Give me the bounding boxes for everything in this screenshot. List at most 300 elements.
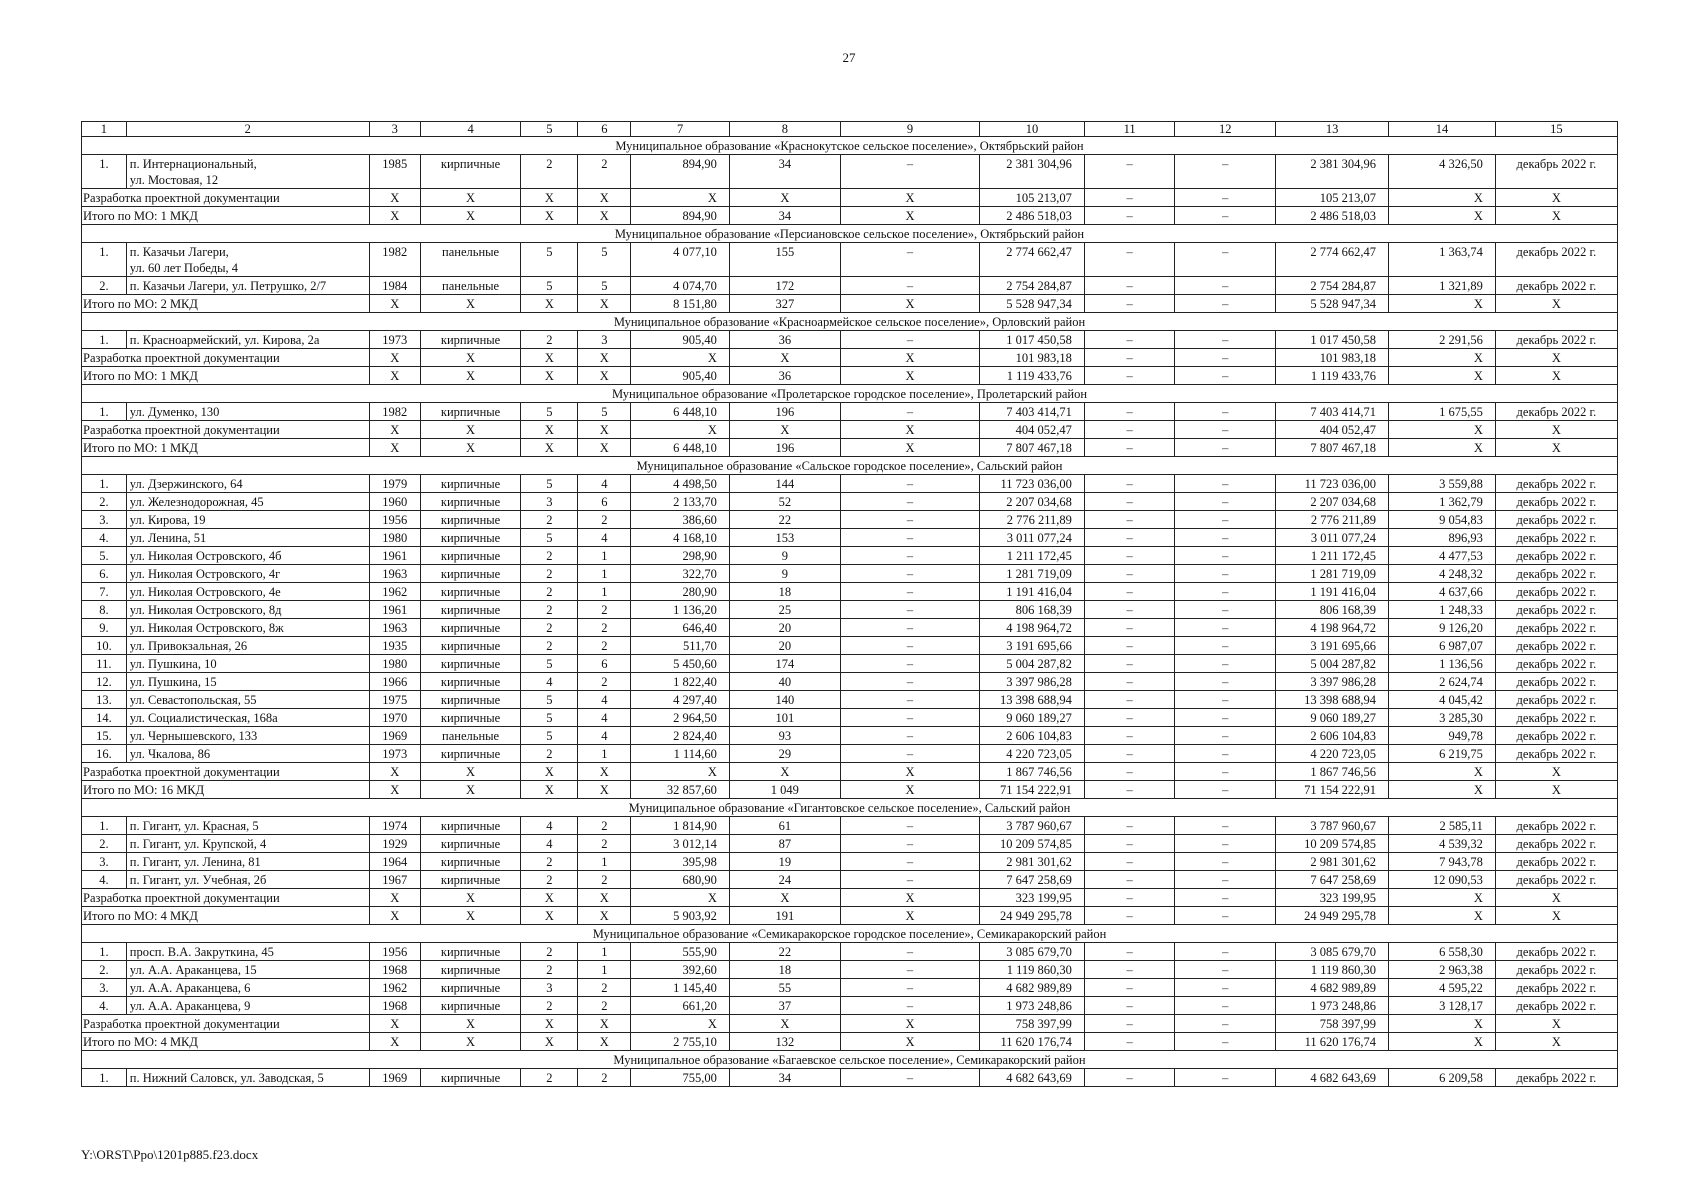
table-cell: 2 963,38	[1389, 961, 1496, 979]
section-header-row	[82, 925, 1618, 943]
row-index: 1.	[82, 475, 127, 493]
summary-cell: X	[1389, 295, 1496, 313]
table-cell: 1 114,60	[631, 745, 730, 763]
summary-cell: X	[1495, 189, 1617, 207]
summary-cell: –	[1084, 295, 1175, 313]
table-cell: 2 964,50	[631, 709, 730, 727]
table-cell: 40	[729, 673, 840, 691]
table-cell: 298,90	[631, 547, 730, 565]
summary-label: Разработка проектной документации	[82, 421, 370, 439]
table-cell: 2 981 301,62	[1276, 853, 1389, 871]
summary-cell: –	[1175, 907, 1276, 925]
table-cell: панельные	[420, 277, 521, 295]
summary-cell: X	[1389, 439, 1496, 457]
table-cell: 1962	[369, 979, 420, 997]
summary-cell: 101 983,18	[1276, 349, 1389, 367]
table-cell: 7 647 258,69	[1276, 871, 1389, 889]
summary-cell: 2 486 518,03	[1276, 207, 1389, 225]
summary-cell: X	[420, 367, 521, 385]
summary-cell: X	[521, 1015, 578, 1033]
column-number-header: 7	[631, 122, 730, 137]
summary-cell: 71 154 222,91	[1276, 781, 1389, 799]
table-cell: 10 209 574,85	[1276, 835, 1389, 853]
table-cell: 2	[578, 817, 631, 835]
summary-cell: –	[1175, 367, 1276, 385]
table-cell: –	[1175, 277, 1276, 295]
summary-cell: 327	[729, 295, 840, 313]
column-number-header: 3	[369, 122, 420, 137]
row-index: 16.	[82, 745, 127, 763]
table-cell: –	[1084, 637, 1175, 655]
column-number-header-row	[82, 122, 1618, 137]
building-address: просп. В.А. Закруткина, 45	[126, 943, 369, 961]
summary-cell: –	[1084, 889, 1175, 907]
row-index: 5.	[82, 547, 127, 565]
table-cell: 896,93	[1389, 529, 1496, 547]
summary-cell: X	[1495, 1015, 1617, 1033]
summary-cell: 36	[729, 367, 840, 385]
table-cell: –	[840, 997, 979, 1015]
table-cell: 1	[578, 943, 631, 961]
column-number-header: 11	[1084, 122, 1175, 137]
table-cell: 1	[578, 745, 631, 763]
table-cell: 1 017 450,58	[980, 331, 1085, 349]
summary-cell: 34	[729, 207, 840, 225]
table-body	[82, 122, 1618, 1087]
building-address: п. Нижний Саловск, ул. Заводская, 5	[126, 1069, 369, 1087]
building-row	[82, 997, 1618, 1015]
summary-cell: 5 528 947,34	[980, 295, 1085, 313]
summary-cell: 7 807 467,18	[980, 439, 1085, 457]
row-index: 3.	[82, 979, 127, 997]
table-cell: –	[1175, 1069, 1276, 1087]
summary-cell: X	[1389, 367, 1496, 385]
table-cell: 1 211 172,45	[1276, 547, 1389, 565]
table-cell: –	[1175, 331, 1276, 349]
table-cell: 2	[521, 1069, 578, 1087]
summary-cell: –	[1084, 781, 1175, 799]
table-cell: декабрь 2022 г.	[1495, 583, 1617, 601]
table-cell: 9	[729, 547, 840, 565]
table-cell: 1 973 248,86	[1276, 997, 1389, 1015]
building-address: ул. Николая Островского, 4б	[126, 547, 369, 565]
table-cell: кирпичные	[420, 475, 521, 493]
table-cell: 2 824,40	[631, 727, 730, 745]
table-cell: 1	[578, 565, 631, 583]
summary-cell: –	[1175, 781, 1276, 799]
table-cell: 4	[521, 673, 578, 691]
summary-cell: X	[420, 439, 521, 457]
table-cell: 155	[729, 243, 840, 277]
table-cell: 3 012,14	[631, 835, 730, 853]
row-index: 6.	[82, 565, 127, 583]
summary-cell: –	[1175, 439, 1276, 457]
summary-cell: X	[840, 421, 979, 439]
table-cell: –	[1175, 961, 1276, 979]
building-row	[82, 745, 1618, 763]
building-row	[82, 619, 1618, 637]
table-cell: 949,78	[1389, 727, 1496, 745]
summary-cell: 323 199,95	[980, 889, 1085, 907]
summary-cell: X	[1389, 207, 1496, 225]
table-cell: –	[1084, 601, 1175, 619]
table-cell: –	[840, 243, 979, 277]
summary-cell: X	[578, 421, 631, 439]
table-cell: –	[840, 1069, 979, 1087]
summary-cell: 105 213,07	[980, 189, 1085, 207]
summary-cell: X	[729, 1015, 840, 1033]
municipality-heading: Муниципальное образование «Семикаракорское городское поселение», Семикаракорский район	[82, 925, 1618, 943]
summary-cell: X	[578, 763, 631, 781]
row-index: 12.	[82, 673, 127, 691]
table-cell: 174	[729, 655, 840, 673]
summary-cell: X	[420, 763, 521, 781]
table-cell: 1	[578, 547, 631, 565]
table-cell: 7 647 258,69	[980, 871, 1085, 889]
table-cell: –	[1175, 655, 1276, 673]
summary-cell: –	[1084, 1015, 1175, 1033]
table-cell: кирпичные	[420, 565, 521, 583]
table-cell: –	[1175, 871, 1276, 889]
column-number-header: 12	[1175, 122, 1276, 137]
table-cell: 5	[578, 277, 631, 295]
table-cell: 52	[729, 493, 840, 511]
table-cell: 55	[729, 979, 840, 997]
table-cell: 153	[729, 529, 840, 547]
building-address: ул. Пушкина, 10	[126, 655, 369, 673]
table-cell: –	[1084, 331, 1175, 349]
table-cell: –	[1084, 655, 1175, 673]
summary-label: Итого по МО: 2 МКД	[82, 295, 370, 313]
table-cell: кирпичные	[420, 979, 521, 997]
table-cell: –	[840, 691, 979, 709]
summary-row	[82, 349, 1618, 367]
table-cell: 1 017 450,58	[1276, 331, 1389, 349]
table-cell: –	[1084, 691, 1175, 709]
table-cell: –	[840, 619, 979, 637]
table-cell: кирпичные	[420, 493, 521, 511]
summary-cell: 894,90	[631, 207, 730, 225]
table-cell: кирпичные	[420, 961, 521, 979]
table-cell: декабрь 2022 г.	[1495, 511, 1617, 529]
summary-cell: 2 486 518,03	[980, 207, 1085, 225]
table-cell: декабрь 2022 г.	[1495, 997, 1617, 1015]
table-cell: 3 011 077,24	[980, 529, 1085, 547]
table-cell: 4 682 643,69	[1276, 1069, 1389, 1087]
table-cell: –	[840, 673, 979, 691]
column-number-header: 14	[1389, 122, 1496, 137]
summary-cell: X	[369, 207, 420, 225]
summary-cell: X	[578, 367, 631, 385]
table-cell: –	[1175, 745, 1276, 763]
summary-cell: –	[1084, 207, 1175, 225]
table-cell: 1974	[369, 817, 420, 835]
table-cell: –	[840, 637, 979, 655]
summary-cell: X	[1389, 421, 1496, 439]
building-address: ул. Социалистическая, 168а	[126, 709, 369, 727]
table-cell: 2	[578, 637, 631, 655]
summary-label: Итого по МО: 4 МКД	[82, 907, 370, 925]
table-cell: кирпичные	[420, 871, 521, 889]
table-cell: декабрь 2022 г.	[1495, 601, 1617, 619]
table-cell: 1970	[369, 709, 420, 727]
table-cell: –	[840, 871, 979, 889]
summary-cell: X	[840, 295, 979, 313]
table-cell: 680,90	[631, 871, 730, 889]
summary-label: Итого по МО: 1 МКД	[82, 207, 370, 225]
table-cell: кирпичные	[420, 655, 521, 673]
summary-cell: X	[578, 907, 631, 925]
building-row	[82, 709, 1618, 727]
table-cell: 34	[729, 1069, 840, 1087]
summary-cell: X	[369, 889, 420, 907]
table-cell: 2	[578, 673, 631, 691]
table-cell: 3 397 986,28	[980, 673, 1085, 691]
summary-cell: X	[521, 367, 578, 385]
table-cell: 1975	[369, 691, 420, 709]
table-cell: 7 943,78	[1389, 853, 1496, 871]
summary-cell: 132	[729, 1033, 840, 1051]
table-cell: декабрь 2022 г.	[1495, 403, 1617, 421]
building-address: ул. Чернышевского, 133	[126, 727, 369, 745]
table-cell: –	[1084, 243, 1175, 277]
summary-row	[82, 189, 1618, 207]
table-cell: 2	[578, 835, 631, 853]
table-cell: декабрь 2022 г.	[1495, 637, 1617, 655]
table-cell: 4 220 723,05	[1276, 745, 1389, 763]
summary-cell: X	[840, 349, 979, 367]
building-address: ул. А.А. Араканцева, 6	[126, 979, 369, 997]
summary-cell: –	[1084, 367, 1175, 385]
summary-cell: X	[521, 439, 578, 457]
column-number-header: 1	[82, 122, 127, 137]
building-row	[82, 243, 1618, 277]
building-address: ул. Пушкина, 15	[126, 673, 369, 691]
building-address: ул. Чкалова, 86	[126, 745, 369, 763]
footer-file-path: Y:\ORST\Ppo\1201p885.f23.docx	[81, 1147, 259, 1162]
table-cell: 661,20	[631, 997, 730, 1015]
table-cell: –	[1175, 475, 1276, 493]
row-index: 2.	[82, 277, 127, 295]
table-cell: 5	[521, 655, 578, 673]
table-cell: 6 448,10	[631, 403, 730, 421]
table-cell: –	[840, 565, 979, 583]
building-row	[82, 475, 1618, 493]
row-index: 3.	[82, 511, 127, 529]
section-header-row	[82, 137, 1618, 155]
table-cell: 4 477,53	[1389, 547, 1496, 565]
table-cell: –	[1175, 243, 1276, 277]
table-cell: 1 136,20	[631, 601, 730, 619]
building-address: ул. Дзержинского, 64	[126, 475, 369, 493]
table-cell: 2	[521, 997, 578, 1015]
table-cell: 2 981 301,62	[980, 853, 1085, 871]
table-cell: 3	[521, 979, 578, 997]
section-header-row	[82, 799, 1618, 817]
summary-cell: X	[369, 295, 420, 313]
building-row	[82, 637, 1618, 655]
building-row	[82, 835, 1618, 853]
table-cell: –	[1175, 583, 1276, 601]
table-cell: 395,98	[631, 853, 730, 871]
table-cell: –	[1084, 853, 1175, 871]
table-cell: декабрь 2022 г.	[1495, 709, 1617, 727]
table-cell: –	[1175, 997, 1276, 1015]
table-cell: –	[1175, 637, 1276, 655]
building-address: ул. Севастопольская, 55	[126, 691, 369, 709]
summary-cell: X	[420, 349, 521, 367]
table-cell: 386,60	[631, 511, 730, 529]
table-cell: 2 606 104,83	[980, 727, 1085, 745]
summary-cell: –	[1175, 763, 1276, 781]
table-cell: 3 191 695,66	[1276, 637, 1389, 655]
municipality-heading: Муниципальное образование «Багаевское сельское поселение», Семикаракорский район	[82, 1051, 1618, 1069]
table-cell: кирпичные	[420, 853, 521, 871]
summary-cell: X	[578, 1015, 631, 1033]
table-cell: декабрь 2022 г.	[1495, 871, 1617, 889]
summary-cell: X	[1495, 367, 1617, 385]
table-cell: –	[840, 547, 979, 565]
building-address: п. Гигант, ул. Крупской, 4	[126, 835, 369, 853]
table-cell: 9 060 189,27	[980, 709, 1085, 727]
table-cell: 1 119 860,30	[1276, 961, 1389, 979]
summary-cell: 1 119 433,76	[980, 367, 1085, 385]
summary-cell: X	[1389, 1015, 1496, 1033]
building-row	[82, 1069, 1618, 1087]
table-cell: 13 398 688,94	[1276, 691, 1389, 709]
table-cell: 2	[521, 583, 578, 601]
summary-cell: X	[369, 439, 420, 457]
table-cell: 196	[729, 403, 840, 421]
table-cell: –	[1084, 493, 1175, 511]
summary-cell: 101 983,18	[980, 349, 1085, 367]
table-cell: 2 754 284,87	[980, 277, 1085, 295]
summary-cell: X	[1389, 189, 1496, 207]
table-cell: 61	[729, 817, 840, 835]
summary-cell: X	[578, 207, 631, 225]
building-row	[82, 155, 1618, 189]
summary-cell: X	[1389, 889, 1496, 907]
table-cell: –	[1175, 691, 1276, 709]
table-cell: 3 559,88	[1389, 475, 1496, 493]
table-cell: 3 085 679,70	[1276, 943, 1389, 961]
table-cell: 1980	[369, 529, 420, 547]
table-cell: 6	[578, 493, 631, 511]
summary-cell: X	[631, 189, 730, 207]
summary-cell: X	[369, 367, 420, 385]
table-cell: –	[1084, 1069, 1175, 1087]
table-cell: –	[840, 853, 979, 871]
table-cell: 6 219,75	[1389, 745, 1496, 763]
summary-cell: X	[420, 889, 521, 907]
table-cell: кирпичные	[420, 619, 521, 637]
repair-register-table	[81, 121, 1618, 1087]
building-address: ул. Ленина, 51	[126, 529, 369, 547]
table-cell: декабрь 2022 г.	[1495, 943, 1617, 961]
section-header-row	[82, 457, 1618, 475]
summary-cell: –	[1175, 1015, 1276, 1033]
table-cell: кирпичные	[420, 673, 521, 691]
table-cell: 5	[521, 475, 578, 493]
table-cell: –	[1084, 745, 1175, 763]
summary-cell: 1 867 746,56	[980, 763, 1085, 781]
table-cell: 4	[578, 709, 631, 727]
table-cell: 1 973 248,86	[980, 997, 1085, 1015]
table-cell: кирпичные	[420, 511, 521, 529]
table-cell: –	[1175, 493, 1276, 511]
table-cell: –	[1175, 511, 1276, 529]
table-cell: 1961	[369, 547, 420, 565]
column-number-header: 5	[521, 122, 578, 137]
summary-cell: –	[1175, 1033, 1276, 1051]
summary-cell: 6 448,10	[631, 439, 730, 457]
table-cell: 1973	[369, 745, 420, 763]
summary-cell: X	[369, 189, 420, 207]
summary-cell: –	[1084, 439, 1175, 457]
table-cell: 4	[578, 529, 631, 547]
summary-cell: X	[521, 349, 578, 367]
table-cell: –	[840, 709, 979, 727]
table-cell: 1935	[369, 637, 420, 655]
table-cell: кирпичные	[420, 943, 521, 961]
table-cell: 4 248,32	[1389, 565, 1496, 583]
table-cell: –	[1175, 943, 1276, 961]
section-header-row	[82, 385, 1618, 403]
building-address: ул. Железнодорожная, 45	[126, 493, 369, 511]
summary-cell: 5 903,92	[631, 907, 730, 925]
table-cell: 24	[729, 871, 840, 889]
table-cell: 905,40	[631, 331, 730, 349]
summary-cell: X	[578, 439, 631, 457]
table-cell: –	[840, 745, 979, 763]
table-cell: –	[1084, 835, 1175, 853]
table-cell: 4 682 989,89	[1276, 979, 1389, 997]
summary-cell: X	[1389, 763, 1496, 781]
table-cell: 9	[729, 565, 840, 583]
summary-cell: X	[578, 889, 631, 907]
summary-cell: 32 857,60	[631, 781, 730, 799]
table-cell: 1 145,40	[631, 979, 730, 997]
summary-cell: X	[420, 421, 521, 439]
table-cell: 1982	[369, 243, 420, 277]
building-address: п. Красноармейский, ул. Кирова, 2а	[126, 331, 369, 349]
building-row	[82, 979, 1618, 997]
building-address: п. Гигант, ул. Учебная, 2б	[126, 871, 369, 889]
table-cell: 2 624,74	[1389, 673, 1496, 691]
summary-cell: X	[1495, 763, 1617, 781]
table-cell: 101	[729, 709, 840, 727]
summary-cell: X	[840, 763, 979, 781]
summary-row	[82, 763, 1618, 781]
table-cell: кирпичные	[420, 637, 521, 655]
table-cell: 4	[578, 475, 631, 493]
summary-row	[82, 367, 1618, 385]
table-cell: –	[1084, 817, 1175, 835]
municipality-heading: Муниципальное образование «Сальское городское поселение», Сальский район	[82, 457, 1618, 475]
building-address: ул. Николая Островского, 8д	[126, 601, 369, 619]
table-cell: декабрь 2022 г.	[1495, 745, 1617, 763]
table-cell: 6 987,07	[1389, 637, 1496, 655]
table-cell: 9 060 189,27	[1276, 709, 1389, 727]
municipality-heading: Муниципальное образование «Персиановское сельское поселение», Октябрьский район	[82, 225, 1618, 243]
table-cell: –	[1175, 817, 1276, 835]
table-cell: декабрь 2022 г.	[1495, 493, 1617, 511]
table-cell: 1	[578, 583, 631, 601]
summary-cell: X	[1495, 349, 1617, 367]
table-cell: 2 606 104,83	[1276, 727, 1389, 745]
table-cell: 140	[729, 691, 840, 709]
summary-cell: X	[1389, 781, 1496, 799]
